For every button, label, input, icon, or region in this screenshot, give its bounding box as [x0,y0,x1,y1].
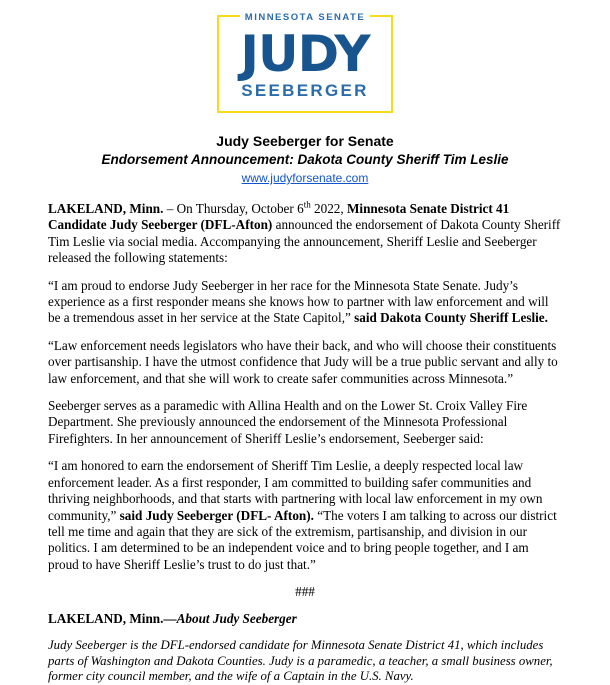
logo-top-label-text: MINNESOTA SENATE [240,12,370,23]
paragraph-leslie-quote-1 [48,278,562,327]
lede-segment-3: announced the endorsement of Dakota County Sheriff Tim Leslie via social media. Accompanying the announcement, Sheriff Leslie and Seeberger released the following statements: [48,217,561,266]
leslie-quote-text: “I am proud to endorse Judy Seeberger in her race for the Minnesota State Senate. Judy’s experience as a first responder means she knows how to partner with law enforcement and will be a tremendous asset in her service at the State Capitol,” [48,277,549,326]
document-header [48,133,562,187]
campaign-logo [217,12,393,113]
about-dateline: LAKELAND, Minn.— [48,610,177,626]
about-paragraph: Judy Seeberger is the DFL-endorsed candidate for Minnesota Senate District 41, which includes parts of Washington and Dakota Counties. Judy is a paramedic, a teacher, a small business owner, former city council member, and the wife of a Captain in the U.S. Navy. [48,637,553,684]
lede-bold-candidate: Minnesota Senate District 41 Candidate Judy Seeberger (DFL-Afton) [48,201,510,233]
paragraph-seeberger-bio: Seeberger serves as a paramedic with Allina Health and on the Lower St. Croix Valley Fire Department. She previously announced the endorsement of the Minnesota Professional Firefighters. In her announcement of Sheriff Leslie’s endorsement, Seeberger said: [48,398,528,446]
seeberger-quote-part-1: “I am honored to earn the endorsement of Sheriff Tim Leslie, a deeply respected local law enforcement leader. As a first responder, I am committed to building safer communities and thriving neighborhoods, and that starts with partnering with local law enforcement in my own community,” [48,458,543,523]
logo-primary-name: JUDY [240,25,370,83]
dateline-lede: LAKELAND, Minn. [48,201,164,216]
logo-secondary-name: SEEBERGER [241,81,369,100]
leslie-attribution: said Dakota County Sheriff Leslie. [354,310,548,326]
logo-top-label [219,8,391,24]
logo-container [48,0,562,113]
press-release-body [48,201,562,685]
paragraph-lede [48,201,562,267]
seeberger-attribution: said Judy Seeberger (DFL- Afton). [119,507,314,523]
paragraph-seeberger-quote [48,458,562,573]
date-ordinal-suffix: th [303,199,311,210]
paragraph-leslie-quote-2: “Law enforcement needs legislators who have their back, and who will choose their constituents over partisanship. I have the utmost confidence that Judy will be a true public servant and ally to law enforcement, and that she will work to create safer communities across Minnesota.” [48,337,558,386]
page-subtitle: Endorsement Announcement: Dakota County Sheriff Tim Leslie [101,152,509,167]
seeberger-quote-part-2: “The voters I am talking to across our district tell me time and again that they are sick of the extremism, partisanship, and division in our politics. I am determined to be an independent voice and to bring people together, and I am proud to have Sheriff Leslie’s trust to do just that.” [48,507,557,572]
lede-segment-2: 2022, [310,201,347,216]
lede-segment-1: – On Thursday, October 6 [163,201,304,216]
end-of-release-separator: ### [295,584,315,600]
page-title: Judy Seeberger for Senate [216,133,394,149]
about-heading: About Judy Seeberger [176,610,297,626]
campaign-website-link[interactable]: www.judyforsenate.com [241,171,369,185]
about-heading-line [48,611,562,627]
